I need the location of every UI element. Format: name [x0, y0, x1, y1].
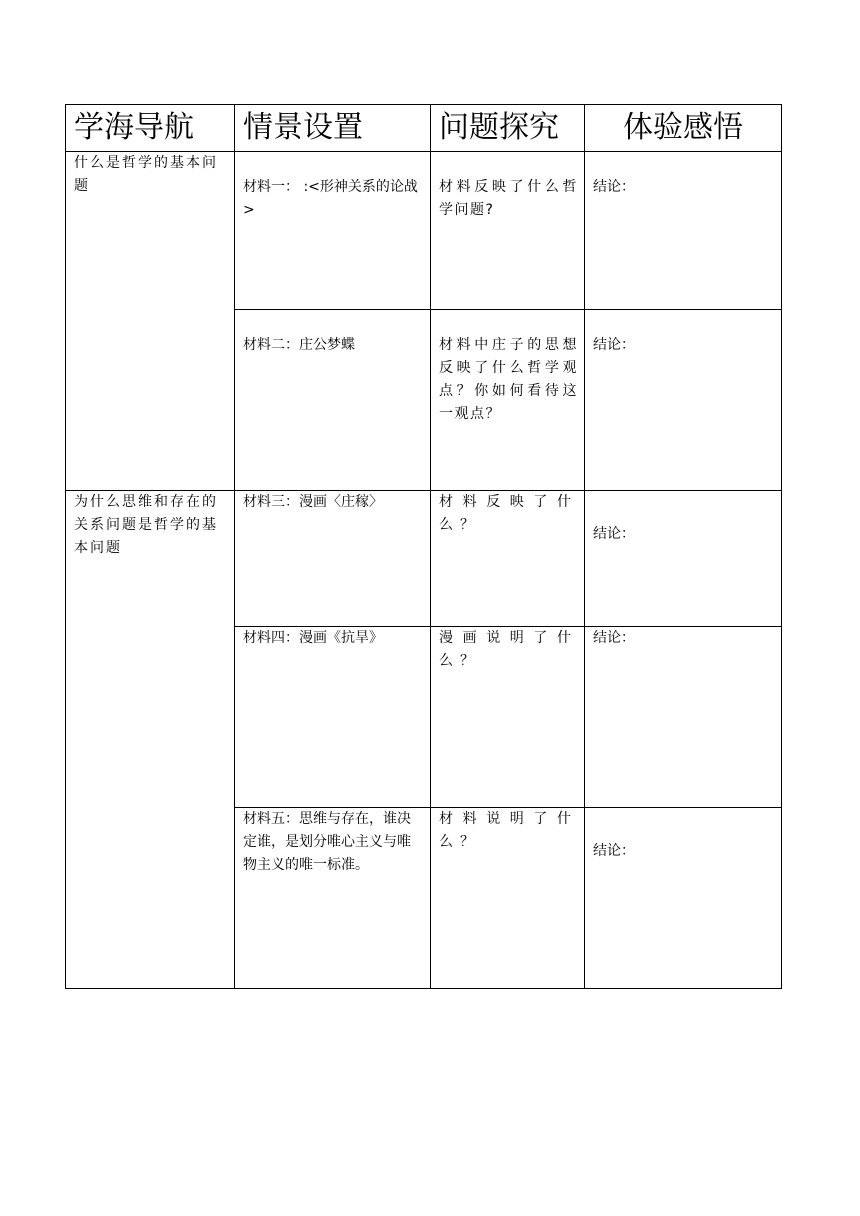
table-row	[66, 491, 782, 627]
conclusion-cell: 结论：	[585, 491, 782, 627]
header-inquiry: 问题探究	[431, 105, 585, 152]
question-cell: 漫画说明了什么？	[431, 627, 585, 808]
conclusion-cell: 结论：	[585, 310, 782, 491]
question-cell: 材料说明了什么？	[431, 808, 585, 989]
material-cell: 材料二：庄公梦蝶	[235, 310, 431, 491]
material-cell: 材料三：漫画〈庄稼〉	[235, 491, 431, 627]
worksheet-table	[65, 104, 782, 989]
conclusion-cell: 结论：	[585, 152, 782, 310]
material-cell: 材料四：漫画《抗旱》	[235, 627, 431, 808]
topic-cell: 什么是哲学的基本问题	[66, 152, 235, 491]
question-cell: 材料反映了什么？	[431, 491, 585, 627]
conclusion-cell: 结论：	[585, 808, 782, 989]
header-navigation: 学海导航	[66, 105, 235, 152]
conclusion-cell: 结论：	[585, 627, 782, 808]
header-row	[66, 105, 782, 152]
material-cell: 材料五：思维与存在，谁决定谁，是划分唯心主义与唯物主义的唯一标准。	[235, 808, 431, 989]
table-row	[66, 152, 782, 310]
header-scenario: 情景设置	[235, 105, 431, 152]
question-cell: 材料反映了什么哲学问题?	[431, 152, 585, 310]
topic-cell: 为什么思维和存在的关系问题是哲学的基本问题	[66, 491, 235, 989]
question-cell: 材料中庄子的思想反映了什么哲学观点？你如何看待这一观点？	[431, 310, 585, 491]
header-reflection: 体验感悟	[585, 105, 782, 152]
material-cell: 材料一： :<形神关系的论战>	[235, 152, 431, 310]
